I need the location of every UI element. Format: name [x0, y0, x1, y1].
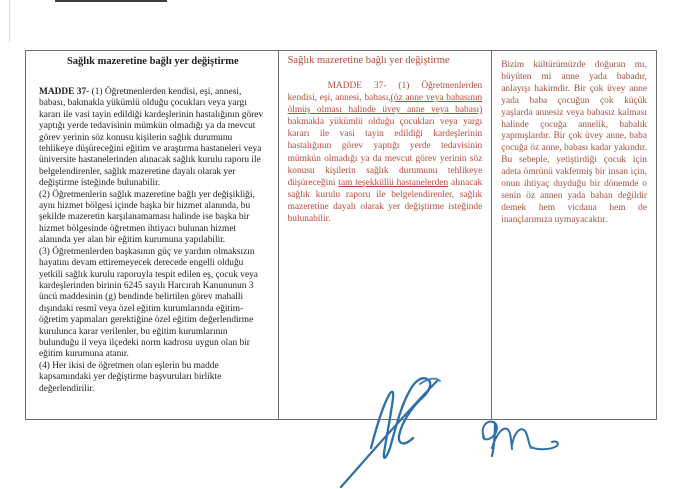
- madde-number-label: MADDE 37-: [39, 87, 90, 97]
- middle-segment-1: MADDE 37- (1) Öğretmenlerden kendisi, eşi, annesi, babası,: [287, 81, 483, 104]
- left-paragraph-1-text: (1) Öğretmenlerden kendisi, eşi, annesi, babası, bakmakla yükümlü olduğu çocukları veya yargı kararı ile vasi tayin edildiği kardeşlerinin hastalığının görev yaptığı yerde tedavisinin mümkün olmadığı ya da mevcut görev yerinin söz konusu kişilerin sağlık durumunu tehlikeye düşüreceğini eğitim ve araştırma hastaneleri veya üniversite hastanelerinden alınacak sağlık kurulu raporu ile belgelendirenler, sağlık mazeretine dayalı olarak yer değiştirme isteğinde bulunabilir.: [39, 87, 264, 189]
- justification-note-text: Bizim kültürümüzde doğuran mı, büyüten mi anne yada babadır, anlayışı hakimdir. Bir çok üvey anne yada baba çocuğun çok küçük yaşlarda annesiz veya babasız kalması halinde çocuğa annelik, babalık yapmışlardır. Bir çok üvey anne, baba çocuğa öz anne, babası kadar yakındır. Bu sebeple, yetiştirdiği çocuk için adeta ömrünü vakfetmiş bir insan için, onun ihtiyaç duyduğu bir dönemde o senin öz annen yada baban değildir demek hem vicdana hem de inançlarımıza uymayacaktır.: [501, 60, 647, 225]
- signature-1: [341, 378, 440, 487]
- left-paragraph-2: (2) Öğretmenlerin sağlık mazeretine bağlı yer değişikliği, aynı hizmet bölgesi içinde başka bir hizmet alanında, bu şekilde mazeretin karşılanamaması halinde ise başka bir hizmet bölgesinde öğretmen ihtiyacı bulunan hizmet alanında yer alan bir eğitim kurumuna yapılabilir.: [39, 189, 255, 246]
- middle-column-heading: Sağlık mazeretine bağlı yer değiştirme: [287, 55, 450, 66]
- signature-2: [483, 422, 558, 456]
- left-paragraph-4: (4) Her ikisi de öğretmen olan eşlerin bu madde kapsamındaki yer değiştirme başvuruları birlikte değerlendirilir.: [39, 360, 222, 394]
- middle-segment-3: alınacak sağlık kurulu raporu ile belgelendirenler, sağlık mazeretine dayalı olarak yer değiştirme isteğinde bulunabilir.: [287, 177, 483, 225]
- middle-segment-underlined-2: tam teşekküllü hastanelerden: [338, 177, 449, 188]
- left-paragraph-3: (3) Öğretmenlerden başkasının güç ve yardım olmaksızın hayatını devam ettiremeyecek derecede engelli olduğu yetkili sağlık kurulu raporuyla tespit edilen eş, çocuk veya kardeşlerinden birinin 6245 sayılı Harcırah Kanununun 3 üncü maddesinin (g) bendinde belirtilen görev mahalli dışındaki resmî veya özel eğitim kurumlarında eğitim-öğretim yapmaları gerektiğine özel eğitim değerlendirme kurulunca karar verilenler, bu eğitim kurumlarının bulunduğu il veya ilçedeki norm kadrosu uygun olan bir eğitim kurumuna atanır.: [39, 246, 258, 360]
- middle-segment-2: bakmakla yükümlü olduğu çocukları veya yargı kararı ile vasi tayin edildiği kardeşlerinin hastalığının görev yaptığı yerde tedavisinin mümkün olmadığı ya da mevcut görev yerinin söz konusu kişilerin sağlık durumunu tehlikeye düşüreceğini: [287, 117, 483, 188]
- left-column-heading: Sağlık mazeretine bağlı yer değiştirme: [66, 56, 239, 67]
- middle-segment-underlined-1: (öz anne veya babasının ölmüş olması halinde üvey anne veya babası): [287, 93, 483, 116]
